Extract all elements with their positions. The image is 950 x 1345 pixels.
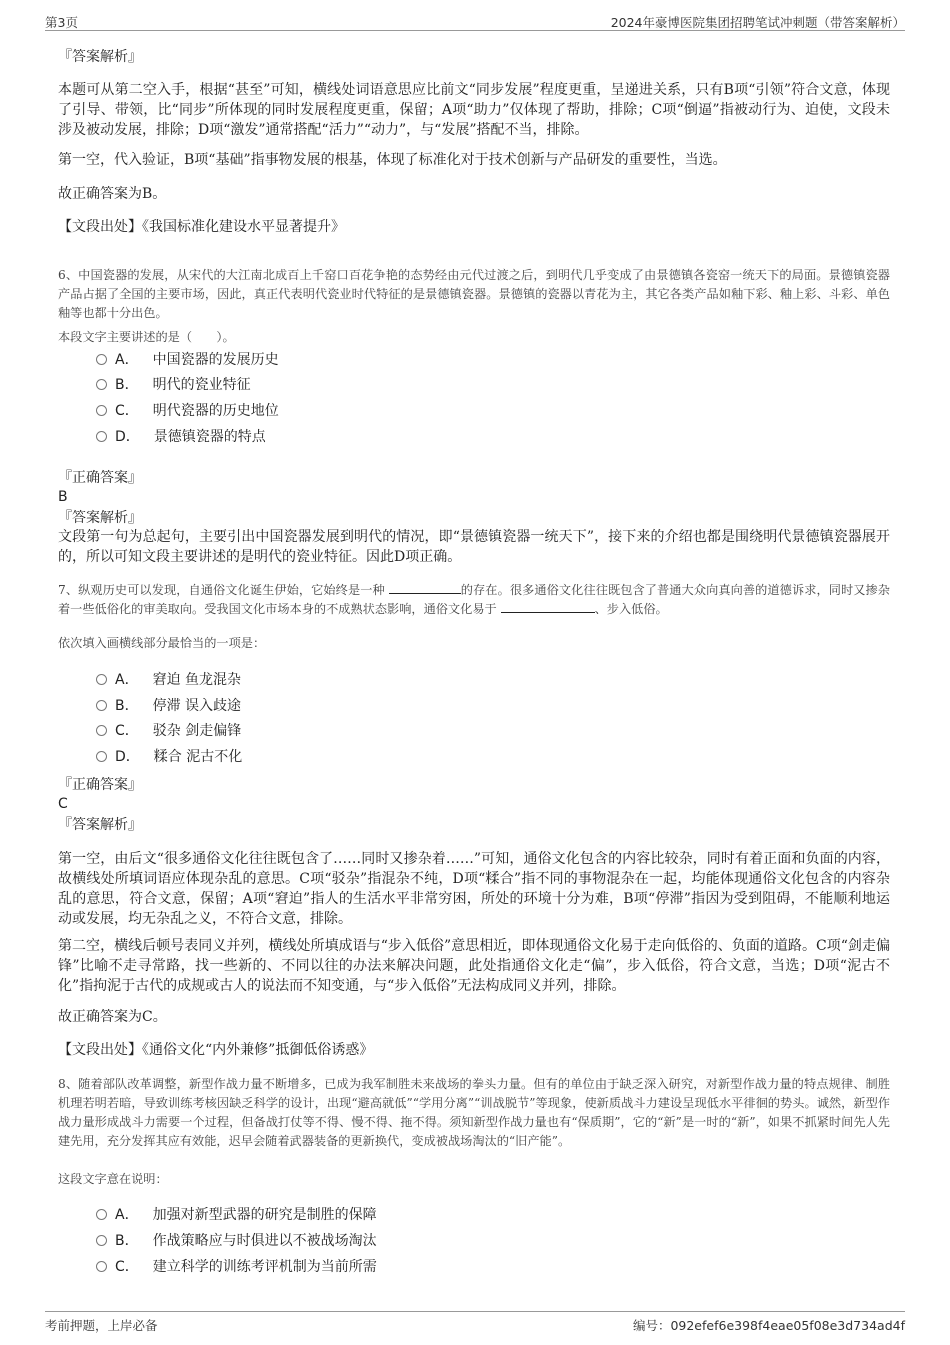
q7-option-b[interactable] [96,696,241,716]
q7-analysis-para-2: 第二空，横线后顿号表同义并列，横线处所填成语与“步入低俗”意思相近，即体现通俗文化易于走向低俗的、负面的道路。C项“剑走偏锋”比喻不走寻常路，找一些新的、不同以往的办法来解决问题，此处指通俗文化走“偏”，步入低俗，符合文意，当选；D项“泥古不化”指拘泥于古代的成规或古人的说法而不知变通，与“步入低俗”无法构成同义并列，排除。 [58,938,890,994]
q7-source [58,1040,890,1060]
footer-slogan: 考前押题，上岸必备 [45,1318,158,1333]
q7-stem-part-3: 、步入低俗。 [594,602,668,616]
radio-icon[interactable] [96,431,107,442]
document-title: 2024年豪博医院集团招聘笔试冲刺题（带答案解析） [610,15,905,30]
option-letter: B． [115,1233,139,1249]
radio-icon[interactable] [96,1261,107,1272]
radio-icon[interactable] [96,725,107,736]
radio-icon[interactable] [96,751,107,762]
q8-option-b[interactable] [96,1231,377,1251]
q5-source-title: 《我国标准化建设水平显著提升》 [142,219,345,235]
q7-analysis-para-3: 故正确答案为C。 [58,1009,167,1025]
q6-analysis: 文段第一句为总起句，主要引出中国瓷器发展到明代的情况，即“景德镇瓷器一统天下”，接下来的介绍也都是围绕明代景德镇瓷器展开的，所以可知文段主要讲述的是明代的瓷业特征。因此D项正确。 [58,529,890,565]
option-letter: C． [115,1259,139,1275]
option-text: 糅合 泥古不化 [153,749,243,765]
q5-analysis-para-3: 故正确答案为B。 [58,186,167,202]
option-text: 明代瓷器的历史地位 [152,403,279,419]
q7-source-title: 《通俗文化“内外兼修”抵御低俗诱惑》 [142,1042,374,1058]
option-letter: B． [115,377,139,393]
radio-icon[interactable] [96,700,107,711]
q5-source-label: 【文段出处】 [58,219,142,235]
q8-stem: 8、随着部队改革调整，新型作战力量不断增多，已成为我军制胜未来战场的拳头力量。但有的单位由于缺乏深入研究，对新型作战力量的特点规律、制胜机理若明若暗，导致训练考核因缺乏科学的设计，出现“避高就低”“学用分离”“训战脱节”等现象，使新质战斗力建设呈现低水平徘徊的势头。诚然，新型作战力量形成战斗力需要一个过程，但备战打仗等不得、慢不得、拖不得。须知新型作战力量也有“保质期”，它的“新”是一时的“新”，如果不抓紧时间先人先建先用，充分发挥其应有效能，迟早会随着武器装备的更新换代，变成被战场淘汰的“旧产能”。 [58,1077,890,1148]
q6-option-d[interactable] [96,427,266,447]
option-letter: D． [115,429,140,445]
q7-source-label: 【文段出处】 [58,1042,142,1058]
radio-icon[interactable] [96,674,107,685]
option-text: 驳杂 剑走偏锋 [152,723,242,739]
q7-stem-part-2: 的存在。很多通俗文化往往既包含了普通大众向真向善的道德诉求，同时又掺杂着一些低俗化的审美取向。受我国文化市场本身的不成熟状态影响，通俗文化易于 [58,583,890,616]
option-text: 景德镇瓷器的特点 [153,429,266,445]
option-letter: A． [115,352,139,368]
q7-option-c[interactable] [96,721,241,741]
q6-stem: 6、中国瓷器的发展，从宋代的大江南北成百上千窑口百花争艳的态势经由元代过渡之后，到明代几乎变成了由景德镇各瓷窑一统天下的局面。景德镇瓷器产品占据了全国的主要市场，因此，真正代表明代瓷业时代特征的是景德镇瓷器。景德镇的瓷器以青花为主，其它各类产品如釉下彩、釉上彩、斗彩、单色釉等也都十分出色。 [58,268,890,320]
q7-analysis-label: 『答案解析』 [58,817,142,833]
option-text: 明代的瓷业特征 [152,377,251,393]
q7-stem-part-1: 7、纵观历史可以发现，自通俗文化诞生伊始，它始终是一种 [58,583,389,597]
radio-icon[interactable] [96,354,107,365]
radio-icon[interactable] [96,1209,107,1220]
page-number: 第3页 [45,15,78,30]
q6-answer: B [58,489,68,505]
q6-option-b[interactable] [96,375,251,395]
q7-option-d[interactable] [96,747,242,767]
radio-icon[interactable] [96,379,107,390]
option-letter: C． [115,723,139,739]
option-letter: B． [115,698,139,714]
q6-ask: 本段文字主要讲述的是（ ）。 [58,330,235,344]
option-text: 作战策略应与时俱进以不被战场淘汰 [152,1233,377,1249]
option-text: 停滞 误入歧途 [152,698,242,714]
q7-stem [58,581,890,619]
q6-answer-label: 『正确答案』 [58,470,142,486]
q5-analysis-label: 『答案解析』 [58,49,142,65]
q7-answer: C [58,796,68,812]
radio-icon[interactable] [96,1235,107,1246]
option-text: 建立科学的训练考评机制为当前所需 [152,1259,377,1275]
option-letter: C． [115,403,139,419]
option-text: 窘迫 鱼龙混杂 [152,672,242,688]
q7-blank-1 [389,581,461,594]
option-text: 加强对新型武器的研究是制胜的保障 [152,1207,377,1223]
q6-option-c[interactable] [96,401,279,421]
q7-ask: 依次填入画横线部分最恰当的一项是： [58,636,266,650]
q8-option-a[interactable] [96,1205,377,1225]
q7-analysis-para-1: 第一空，由后文“很多通俗文化往往既包含了……同时又掺杂着……”可知，通俗文化包含的内容比较杂，同时有着正面和负面的内容，故横线处所填词语应体现杂乱的意思。C项“驳杂”指混杂不纯，D项“糅合”指不同的事物混杂在一起，均能体现通俗文化包含的内容杂乱的意思，符合文意，保留；A项“窘迫”指人的生活水平非常穷困，所处的环境十分为难，B项“停滞”指因为受到阻碍，不能顺利地运动或发展，均无杂乱之义，不符合文意，排除。 [58,851,890,927]
page-footer [45,1311,905,1336]
q7-option-a[interactable] [96,670,241,690]
q6-analysis-label: 『答案解析』 [58,510,142,526]
q8-ask: 这段文字意在说明： [58,1172,168,1186]
document-code: 编号：092efef6e398f4eae05f08e3d734ad4f [632,1318,905,1333]
q5-analysis-para-1: 本题可从第二空入手，根据“甚至”可知，横线处词语意思应比前文“同步发展”程度更重，呈递进关系，只有B项“引领”符合文意，体现了引导、带领，比“同步”所体现的同时发展程度更重，保留；A项“助力”仅体现了帮助，排除；C项“倒逼”指被动行为、迫使，文段未涉及被动发展，排除；D项“激发”通常搭配“活力”“动力”，与“发展”搭配不当，排除。 [58,82,890,138]
q7-answer-label: 『正确答案』 [58,777,142,793]
q7-blank-2 [501,600,595,613]
option-letter: A． [115,672,139,688]
q5-analysis-para-2: 第一空，代入验证，B项“基础”指事物发展的根基，体现了标准化对于技术创新与产品研发的重要性，当选。 [58,152,727,168]
radio-icon[interactable] [96,405,107,416]
option-letter: A． [115,1207,139,1223]
option-letter: D． [115,749,140,765]
q8-option-c[interactable] [96,1257,377,1277]
option-text: 中国瓷器的发展历史 [152,352,279,368]
q5-source [58,217,890,237]
q6-option-a[interactable] [96,350,279,370]
page-header [45,10,905,31]
